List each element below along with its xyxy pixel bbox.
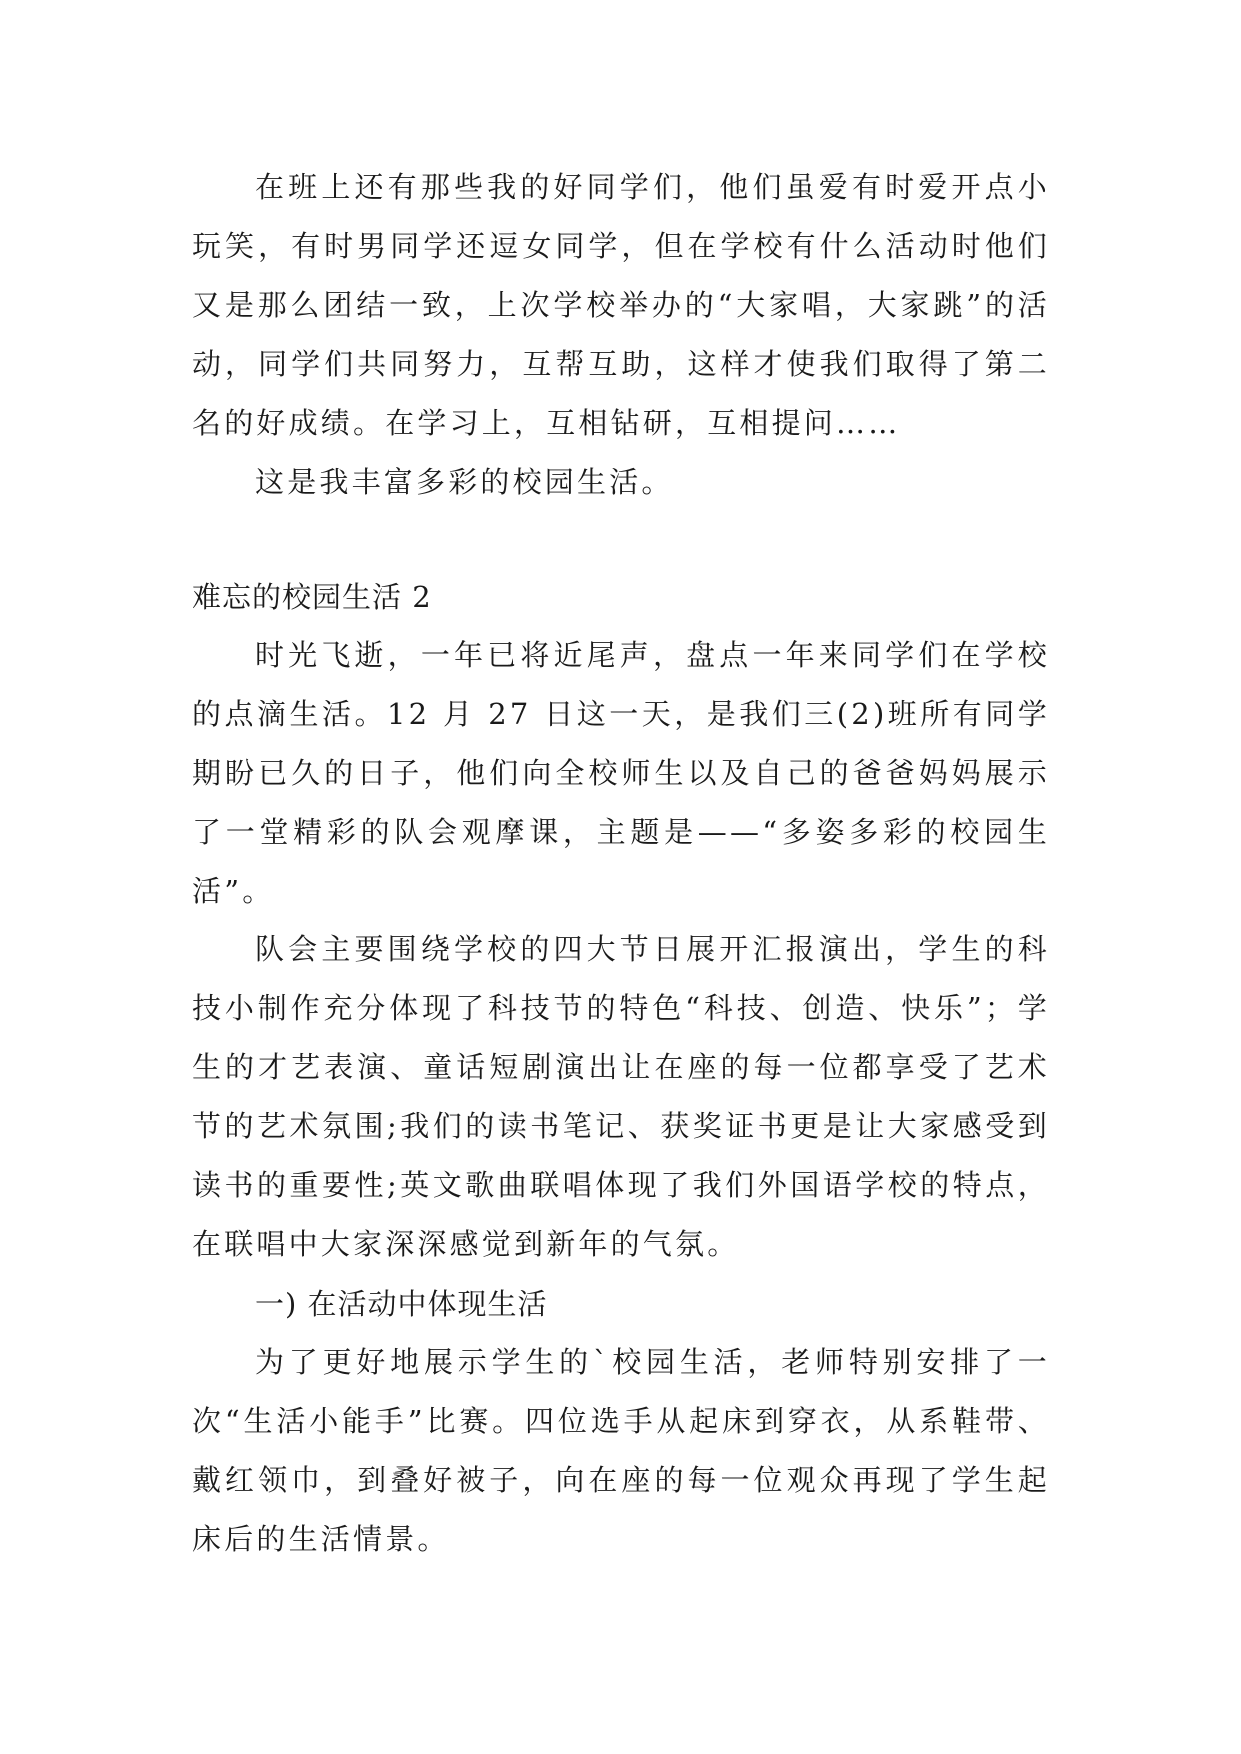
paragraph-time-flies: 时光飞逝，一年已将近尾声，盘点一年来同学们在学校的点滴生活。12 月 27 日这一天，是我们三(2)班所有同学期盼已久的日子，他们向全校师生以及自己的爸爸妈妈展示了一堂精彩的队会观摩课，主题是——“多姿多彩的校园生活”。	[192, 638, 1050, 908]
paragraph-life-contest: 为了更好地展示学生的`校园生活，老师特别安排了一次“生活小能手”比赛。四位选手从起床到穿衣，从系鞋带、戴红领巾，到叠好被子，向在座的每一位观众再现了学生起床后的生活情景。	[192, 1345, 1050, 1556]
subheading: 一) 在活动中体现生活	[255, 1287, 548, 1321]
paragraph-classmates: 在班上还有那些我的好同学们，他们虽爱有时爱开点小玩笑，有时男同学还逗女同学，但在学校有什么活动时他们又是那么团结一致，上次学校举办的“大家唱，大家跳”的活动，同学们共同努力，互帮互助，这样才使我们取得了第二名的好成绩。在学习上，互相钻研，互相提问……	[192, 170, 1050, 440]
section-title: 难忘的校园生活 2	[192, 580, 432, 614]
paragraph-festivals: 队会主要围绕学校的四大节日展开汇报演出，学生的科技小制作充分体现了科技节的特色“科技、创造、快乐”；学生的才艺表演、童话短剧演出让在座的每一位都享受了艺术节的艺术氛围;我们的读书笔记、获奖证书更是让大家感受到读书的重要性;英文歌曲联唱体现了我们外国语学校的特点，在联唱中大家深深感觉到新年的气氛。	[192, 932, 1050, 1261]
paragraph-colorful-life: 这是我丰富多彩的校园生活。	[255, 465, 674, 499]
